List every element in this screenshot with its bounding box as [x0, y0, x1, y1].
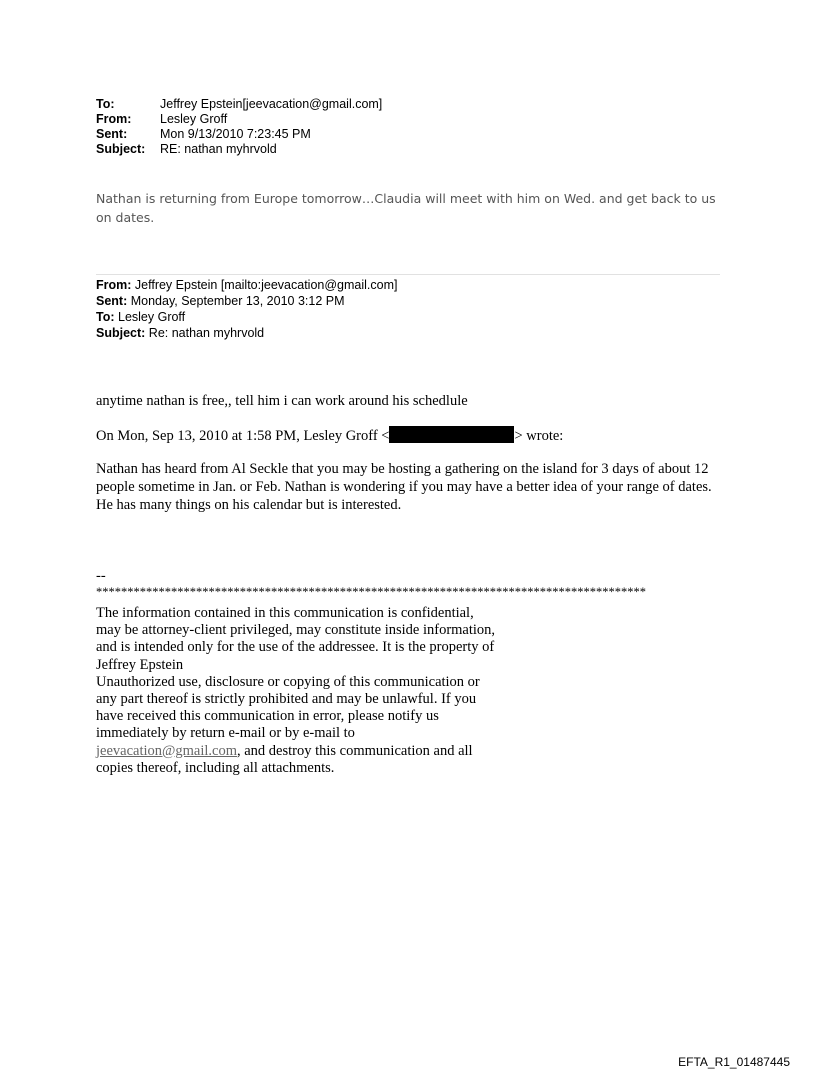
fwd-to-label: To:: [96, 310, 115, 324]
fwd-sent-value: Monday, September 13, 2010 3:12 PM: [127, 294, 345, 308]
signature-dashes: --: [96, 568, 106, 584]
header-subject-row: [96, 142, 382, 157]
fwd-sent-label: Sent:: [96, 294, 128, 308]
disclaimer-part-3: , and destroy this communication and all copies thereof, including all attachments.: [96, 742, 473, 776]
from-value: Lesley Groff: [160, 112, 228, 126]
fwd-from-label: From:: [96, 278, 132, 292]
fwd-to-value: Lesley Groff: [114, 310, 186, 324]
message-line: anytime nathan is free,, tell him i can work around his schedlule: [96, 393, 468, 409]
quote-intro-before: On Mon, Sep 13, 2010 at 1:58 PM, Lesley Groff <: [96, 428, 390, 444]
header-sent-row: [96, 127, 382, 142]
fwd-subject-label: Subject:: [96, 326, 146, 340]
sent-label: Sent:: [96, 127, 128, 141]
to-label: To:: [96, 97, 115, 111]
document-id: EFTA_R1_01487445: [678, 1055, 790, 1069]
disclaimer-part-1: The information contained in this communication is confidential, may be attorney-client privileged, may constitute inside information, and is intended only for the use of the addressee. It is the property of: [96, 605, 496, 656]
quoted-text: Nathan has heard from Al Seckle that you may be hosting a gathering on the island for 3 days of about 12 people sometime in Jan. or Feb. Nathan is wondering if you may have a better idea of your range of dates. He has many things on his calendar but is interested.: [96, 461, 712, 513]
disclaimer-part-2: Unauthorized use, disclosure or copying of this communication or any part thereof is strictly prohibited and may be unlawful. If you have received this communication in error, please notify us immediately by return e-mail or by e-mail to: [96, 673, 480, 742]
forwarded-header: [96, 277, 397, 341]
disclaimer: [96, 605, 496, 777]
email-header: [96, 97, 382, 157]
fwd-subject-row: [96, 325, 397, 341]
disclaimer-owner: Jeffrey Epstein: [96, 656, 184, 673]
fwd-sent-row: [96, 293, 397, 309]
header-from-row: [96, 112, 382, 127]
reply-text: Nathan is returning from Europe tomorrow…Claudia will meet with him on Wed. and get back to us on dates.: [96, 191, 716, 225]
redaction-box: [389, 426, 514, 443]
quote-intro: [96, 426, 563, 445]
disclaimer-email-link[interactable]: jeevacation@gmail.com: [96, 742, 237, 759]
subject-label: Subject:: [96, 142, 146, 156]
quote-intro-after: > wrote:: [514, 428, 564, 444]
divider: [96, 274, 720, 275]
from-label: From:: [96, 112, 132, 126]
fwd-from-row: [96, 277, 397, 293]
to-value: Jeffrey Epstein[jeevacation@gmail.com]: [160, 97, 383, 111]
signature-stars: ****************************************************************************************: [96, 585, 646, 599]
subject-value: RE: nathan myhrvold: [160, 142, 277, 156]
sent-value: Mon 9/13/2010 7:23:45 PM: [160, 127, 311, 141]
fwd-to-row: [96, 309, 397, 325]
fwd-subject-value: Re: nathan myhrvold: [145, 326, 265, 340]
header-to-row: [96, 97, 382, 112]
fwd-from-value: Jeffrey Epstein [mailto:jeevacation@gmail.com]: [131, 278, 398, 292]
